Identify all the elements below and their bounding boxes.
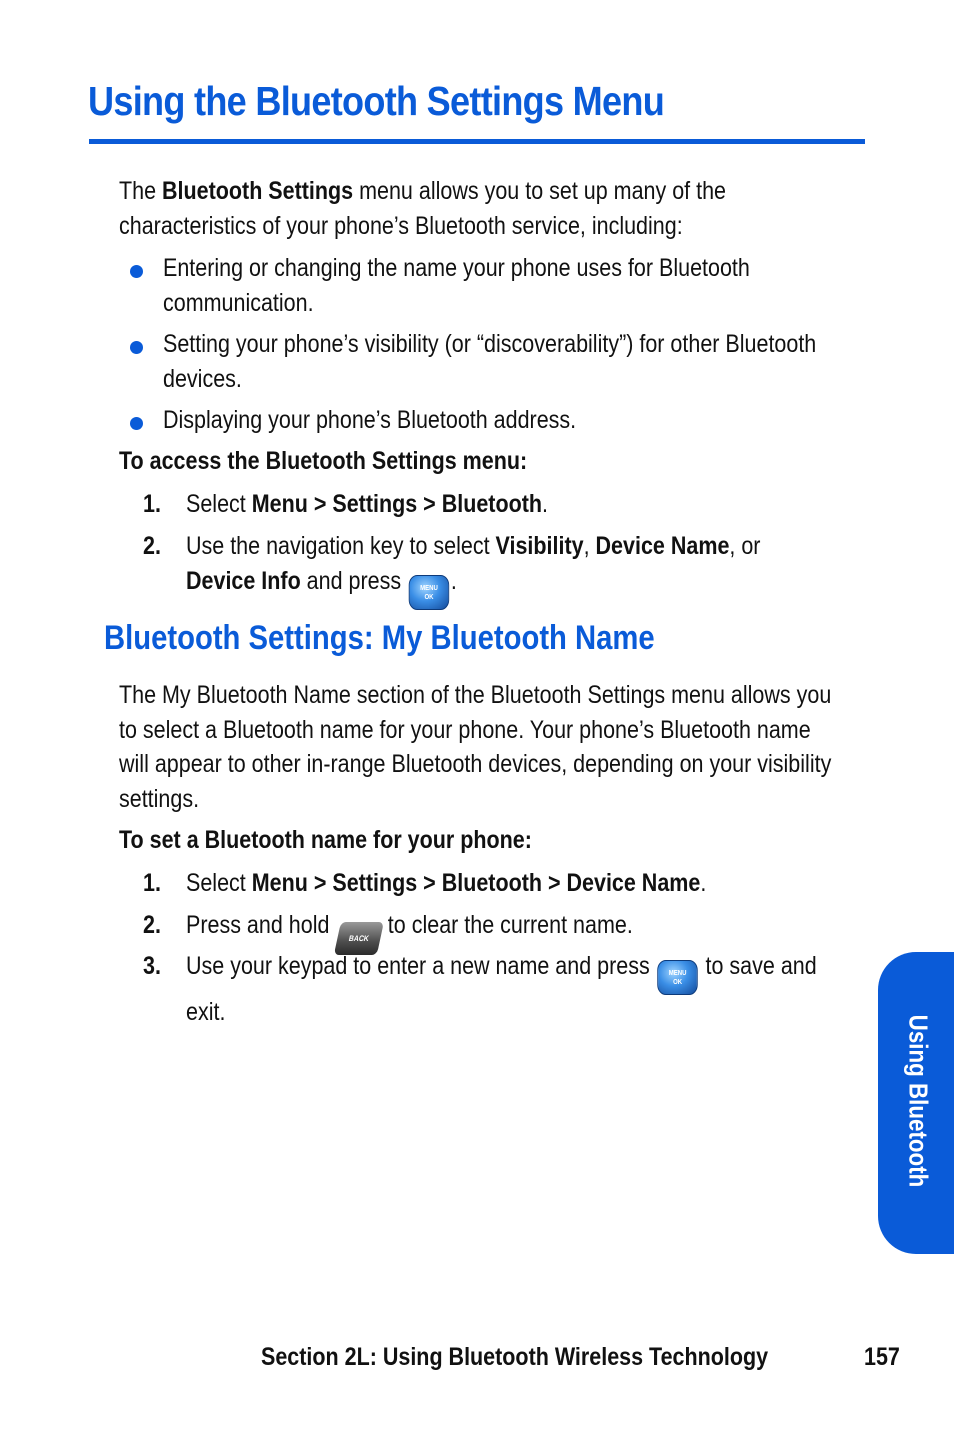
page-number: 157	[864, 1343, 900, 1371]
step-number: 1.	[143, 869, 161, 897]
menu-ok-key-icon: MENU OK	[409, 575, 449, 610]
bullet-icon	[130, 341, 143, 354]
intro-line-1: The Bluetooth Settings menu allows you to set up many of the	[119, 177, 727, 205]
intro-paragraph	[119, 174, 824, 243]
menu-path: Menu > Settings > Bluetooth > Device Name	[251, 869, 701, 897]
back-key-icon: BACK	[334, 922, 384, 955]
title-rule	[89, 139, 865, 144]
page-title: Using the Bluetooth Settings Menu	[88, 78, 665, 124]
intro-bold-term: Bluetooth Settings	[162, 177, 354, 205]
step-number: 2.	[143, 911, 161, 939]
intro-line-2: characteristics of your phone’s Bluetooth service, including:	[119, 211, 683, 240]
access-heading: To access the Bluetooth Settings menu:	[119, 447, 528, 475]
section-heading: Bluetooth Settings: My Bluetooth Name	[104, 619, 655, 657]
footer-section-title: Section 2L: Using Bluetooth Wireless Technology	[261, 1343, 769, 1371]
side-tab-label: Using Bluetooth	[903, 1014, 934, 1188]
set-name-heading: To set a Bluetooth name for your phone:	[119, 826, 532, 854]
step-number: 3.	[143, 952, 161, 980]
menu-ok-key-icon: MENU OK	[657, 960, 697, 995]
step-number: 2.	[143, 532, 161, 560]
bullet-icon	[130, 417, 143, 430]
section-paragraph: The My Bluetooth Name section of the Bluetooth Settings menu allows you to select a Bluetooth name for your phone. Your phone’s Bluetooth name will appear to other in-range Bluetooth devices, depending on your visibility settings.	[119, 681, 832, 813]
menu-path: Menu > Settings > Bluetooth	[251, 490, 542, 518]
step-number: 1.	[143, 490, 161, 518]
bullet-icon	[130, 265, 143, 278]
